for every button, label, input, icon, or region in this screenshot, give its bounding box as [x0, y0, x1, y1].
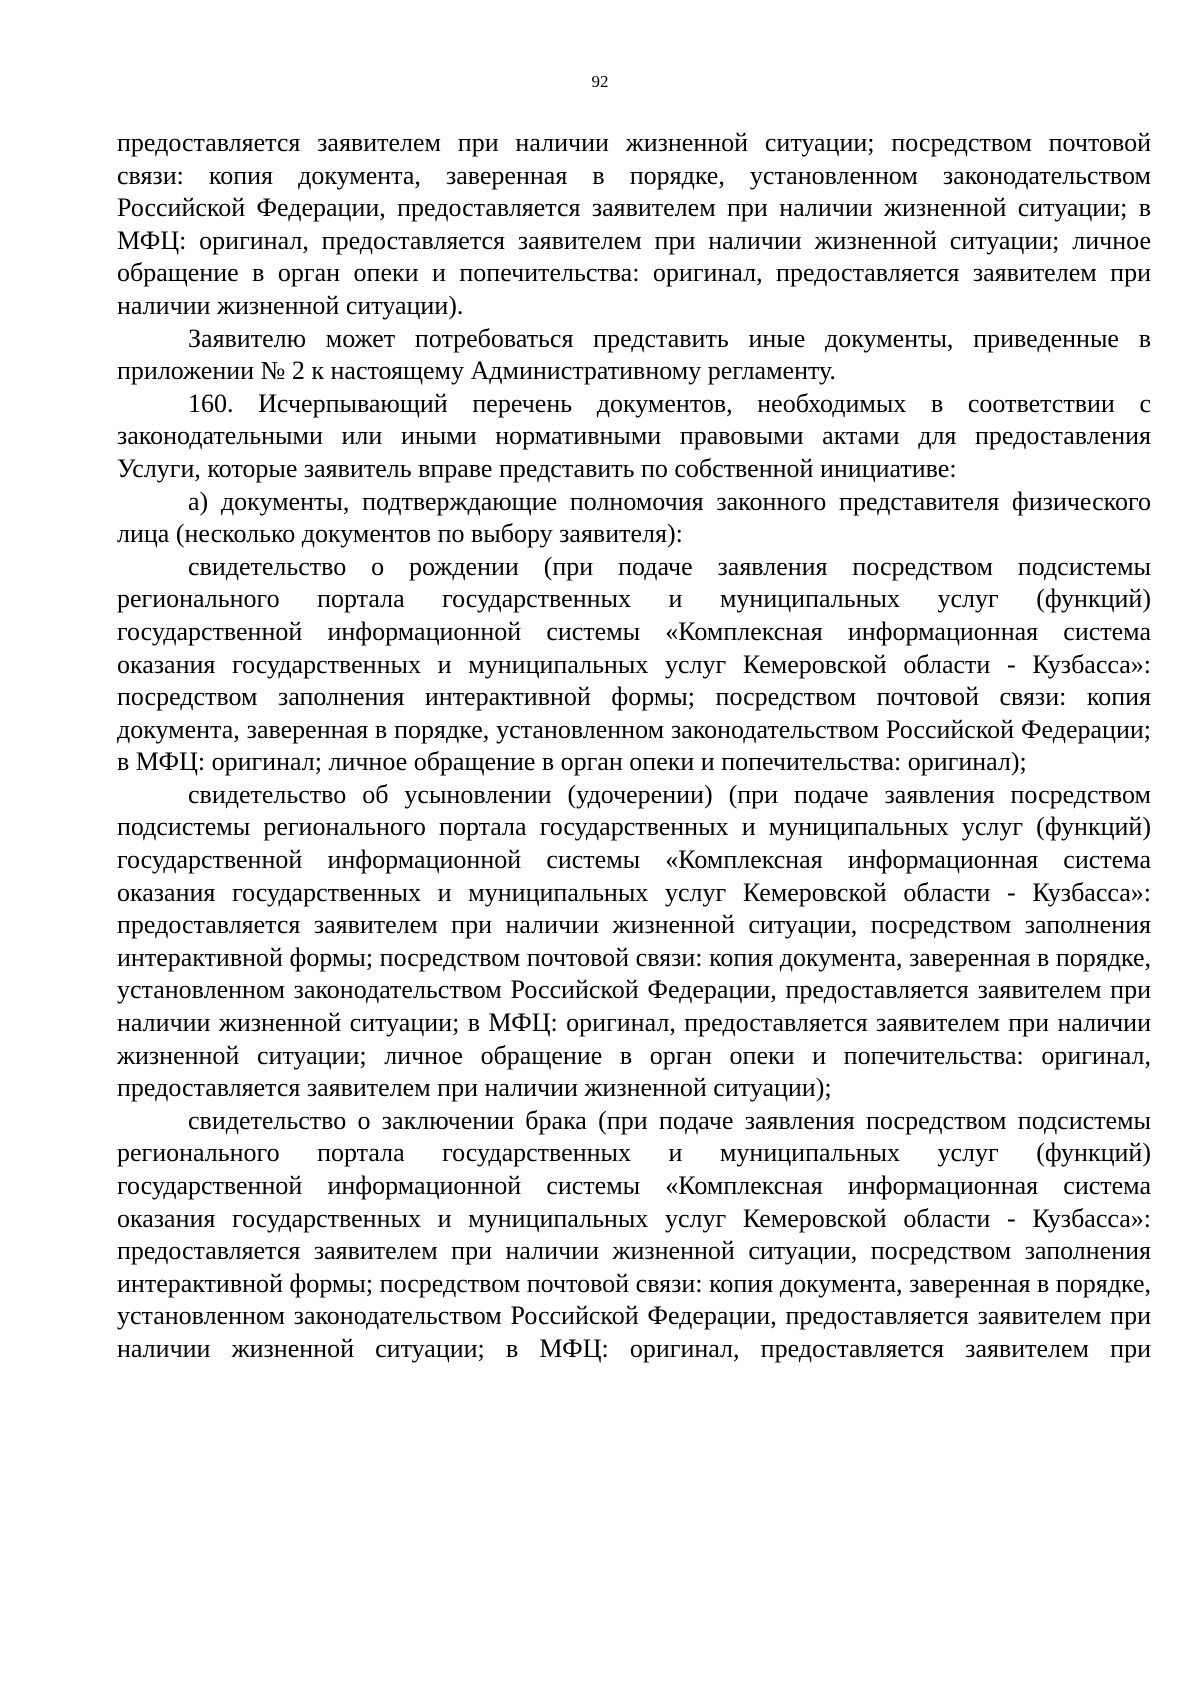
paragraph-additional-documents: Заявителю может потребоваться представить иные документы, приведенные в приложении № 2 к настоящему Административному регламенту. — [117, 323, 1151, 386]
paragraph-adoption-certificate: свидетельство об усыновлении (удочерении) (при подаче заявления посредством подсистемы регионального портала государственных и муниципальных услуг (функций) государственной информационной системы «Комплексная информационная система оказания государственных и муниципальных услуг Кемеровской области - Кузбасса»: предоставляется заявителем при наличии жизненной ситуации, посредством заполнения интерактивной формы; посредством почтовой связи: копия документа, заверенная в порядке, установленном законодательством Российской Федерации, предоставляется заявителем при наличии жизненной ситуации; в МФЦ: оригинал, предоставляется заявителем при наличии жизненной ситуации; личное обращение в орган опеки и попечительства: оригинал, предоставляется заявителем при наличии жизненной ситуации); — [117, 779, 1151, 1103]
document-body — [117, 127, 1151, 1366]
paragraph-item-a: а) документы, подтверждающие полномочия законного представителя физического лица (несколько документов по выбору заявителя): — [117, 486, 1151, 549]
paragraph-160: 160. Исчерпывающий перечень документов, необходимых в соответствии с законодательными или иными нормативными правовыми актами для предоставления Услуги, которые заявитель вправе представить по собственной инициативе: — [117, 388, 1151, 483]
paragraph-marriage-certificate: свидетельство о заключении брака (при подаче заявления посредством подсистемы регионального портала государственных и муниципальных услуг (функций) государственной информационной системы «Комплексная информационная система оказания государственных и муниципальных услуг Кемеровской области - Кузбасса»: предоставляется заявителем при наличии жизненной ситуации, посредством заполнения интерактивной формы; посредством почтовой связи: копия документа, заверенная в порядке, установленном законодательством Российской Федерации, предоставляется заявителем при наличии жизненной ситуации; в МФЦ: оригинал, предоставляется заявителем при — [117, 1105, 1151, 1363]
page-number: 92 — [591, 72, 609, 91]
paragraph-continuation: предоставляется заявителем при наличии жизненной ситуации; посредством почтовой связи: копия документа, заверенная в порядке, установленном законодательством Российской Федерации, предоставляется заявителем при наличии жизненной ситуации; в МФЦ: оригинал, предоставляется заявителем при наличии жизненной ситуации; личное обращение в орган опеки и попечительства: оригинал, предоставляется заявителем при наличии жизненной ситуации). — [117, 128, 1151, 320]
paragraph-birth-certificate: свидетельство о рождении (при подаче заявления посредством подсистемы регионального портала государственных и муниципальных услуг (функций) государственной информационной системы «Комплексная информационная система оказания государственных и муниципальных услуг Кемеровской области - Кузбасса»: посредством заполнения интерактивной формы; посредством почтовой связи: копия документа, заверенная в порядке, установленном законодательством Российской Федерации; в МФЦ: оригинал; личное обращение в орган опеки и попечительства: оригинал); — [117, 551, 1151, 777]
